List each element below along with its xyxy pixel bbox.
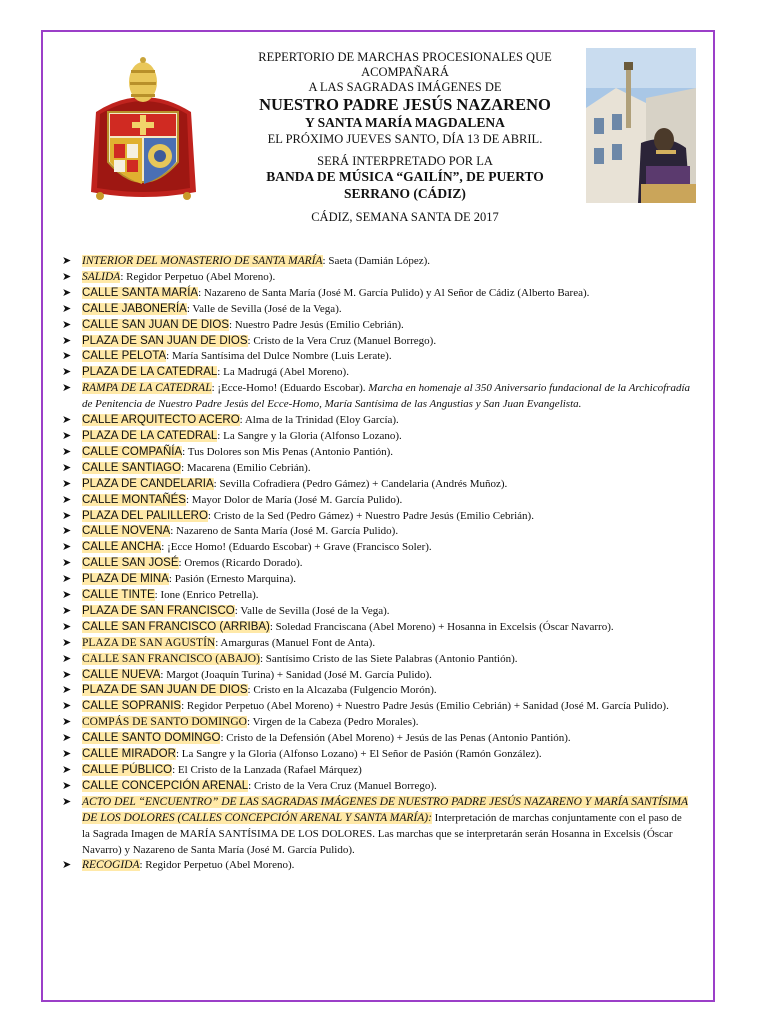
arrow-bullet-icon: ➤ bbox=[62, 795, 72, 808]
arrow-bullet-icon: ➤ bbox=[62, 286, 72, 299]
route-music: : Sevilla Cofradiera (Pedro Gámez) + Candelaria (Andrés Muñoz). bbox=[213, 477, 508, 490]
route-music: : El Cristo de la Lanzada (Rafael Márquez) bbox=[172, 764, 362, 776]
arrow-bullet-icon: ➤ bbox=[62, 334, 72, 347]
list-item bbox=[62, 445, 690, 461]
arrow-bullet-icon: ➤ bbox=[62, 636, 72, 649]
route-music: : La Sangre y la Gloria (Alfonso Lozano). bbox=[217, 429, 402, 442]
list-item bbox=[62, 588, 690, 604]
route-music: Interpretación de marchas conjuntamente con el paso de la Sagrada Imagen de MARÍA SANTÍSIMA DE LOS DOLORES. Las marchas que se interpretarán serán Hosanna in Excelsis (Óscar Navarro) y Nazareno de Santa María (José M. García Pulido). bbox=[82, 811, 682, 856]
arrow-bullet-icon: ➤ bbox=[62, 493, 72, 506]
route-music: : Cristo de la Vera Cruz (Manuel Borrego). bbox=[248, 779, 437, 792]
route-music: : Alma de la Trinidad (Eloy García). bbox=[239, 414, 399, 427]
arrow-bullet-icon: ➤ bbox=[62, 255, 72, 267]
list-item bbox=[62, 715, 690, 731]
list-item bbox=[62, 620, 690, 636]
arrow-bullet-icon: ➤ bbox=[62, 270, 72, 283]
route-place: CALLE JABONERÍA bbox=[82, 302, 187, 315]
arrow-bullet-icon: ➤ bbox=[62, 318, 72, 331]
route-place: CALLE SANTA MARÍA bbox=[82, 286, 199, 299]
list-item bbox=[62, 286, 690, 302]
arrow-bullet-icon: ➤ bbox=[62, 716, 72, 729]
page-subtitle: Y SANTA MARÍA MAGDALENA bbox=[305, 115, 505, 130]
list-item bbox=[62, 699, 690, 715]
procession-photo bbox=[586, 48, 696, 203]
arrow-bullet-icon: ➤ bbox=[62, 573, 72, 586]
route-music: : Santísimo Cristo de las Siete Palabras (Antonio Pantión). bbox=[259, 652, 518, 665]
route-place: CALLE SANTO DOMINGO bbox=[82, 732, 221, 745]
list-item bbox=[62, 318, 690, 334]
route-place: CALLE NUEVA bbox=[82, 668, 161, 681]
route-place: CALLE SAN FRANCISCO (ARRIBA) bbox=[82, 620, 270, 633]
arrow-bullet-icon: ➤ bbox=[62, 302, 72, 315]
list-item bbox=[62, 556, 690, 572]
route-place: CALLE ANCHA bbox=[82, 541, 162, 554]
arrow-bullet-icon: ➤ bbox=[62, 445, 72, 458]
list-item bbox=[62, 270, 690, 286]
route-music: : Cristo de la Defensión (Abel Moreno) + Jesús de las Penas (Antonio Pantión). bbox=[220, 732, 571, 745]
route-place: CALLE MONTAÑÉS bbox=[82, 493, 186, 506]
arrow-bullet-icon: ➤ bbox=[62, 477, 72, 490]
arrow-bullet-icon: ➤ bbox=[62, 557, 72, 570]
route-place: PLAZA DE CANDELARIA bbox=[82, 477, 214, 490]
list-item bbox=[62, 668, 690, 684]
route-place: CALLE SAN JUAN DE DIOS bbox=[82, 318, 229, 331]
arrow-bullet-icon: ➤ bbox=[62, 668, 72, 681]
route-place: INTERIOR DEL MONASTERIO DE SANTA MARÍA bbox=[82, 255, 323, 267]
route-place: PLAZA DE SAN JUAN DE DIOS bbox=[82, 684, 248, 697]
list-item bbox=[62, 747, 690, 763]
header-line-2: ACOMPAÑARÁ bbox=[361, 65, 449, 79]
route-place: CALLE ARQUITECTO ACERO bbox=[82, 414, 240, 427]
route-place: CALLE PÚBLICO bbox=[82, 764, 173, 776]
arrow-bullet-icon: ➤ bbox=[62, 700, 72, 713]
arrow-bullet-icon: ➤ bbox=[62, 366, 72, 379]
list-item bbox=[62, 858, 690, 874]
list-item bbox=[62, 604, 690, 620]
arrow-bullet-icon: ➤ bbox=[62, 764, 72, 776]
route-music: : Virgen de la Cabeza (Pedro Morales). bbox=[246, 716, 419, 729]
route-place: PLAZA DE LA CATEDRAL bbox=[82, 429, 218, 442]
route-place: PLAZA DE MINA bbox=[82, 573, 169, 586]
route-place: COMPÁS DE SANTO DOMINGO bbox=[82, 716, 247, 729]
route-place: CALLE TINTE bbox=[82, 589, 155, 602]
route-music: : Nazareno de Santa María (José M. García Pulido). bbox=[170, 525, 399, 538]
performer-intro: SERÁ INTERPRETADO POR LA bbox=[317, 154, 493, 168]
arrow-bullet-icon: ➤ bbox=[62, 461, 72, 474]
list-item bbox=[62, 572, 690, 588]
route-place: CALLE PELOTA bbox=[82, 350, 167, 363]
route-place: PLAZA DE LA CATEDRAL bbox=[82, 366, 218, 379]
date-line: EL PRÓXIMO JUEVES SANTO, DÍA 13 DE ABRIL. bbox=[267, 132, 543, 146]
coat-of-arms-icon bbox=[86, 52, 201, 204]
list-item bbox=[62, 349, 690, 365]
route-music: : Ione (Enrico Petrella). bbox=[154, 589, 259, 602]
list-item bbox=[62, 254, 690, 270]
route-music: : María Santísima del Dulce Nombre (Luis Lerate). bbox=[166, 350, 392, 363]
route-place: CALLE SAN JOSÉ bbox=[82, 557, 179, 570]
route-place: CALLE COMPAÑÍA bbox=[82, 445, 183, 458]
route-music: : ¡Ecce Homo! (Eduardo Escobar) + Grave (Francisco Soler). bbox=[161, 541, 432, 554]
arrow-bullet-icon: ➤ bbox=[62, 589, 72, 602]
route-music: : Cristo en la Alcazaba (Fulgencio Morón). bbox=[247, 684, 437, 697]
list-item bbox=[62, 763, 690, 779]
list-item bbox=[62, 413, 690, 429]
list-item bbox=[62, 779, 690, 795]
route-place: ACTO DEL “ENCUENTRO” DE LAS SAGRADAS IMÁGENES DE NUESTRO PADRE JESÚS NAZARENO Y MARÍA SANTÍSIMA DE LOS DOLORES (CALLES CONCEPCIÓN ARENAL Y SANTA MARÍA): bbox=[82, 795, 689, 824]
route-music: : Tus Dolores son Mis Penas (Antonio Pantión). bbox=[182, 445, 393, 458]
route-music: : Mayor Dolor de María (José M. García Pulido). bbox=[185, 493, 403, 506]
list-item bbox=[62, 365, 690, 381]
route-place: RAMPA DE LA CATEDRAL bbox=[82, 382, 212, 395]
arrow-bullet-icon: ➤ bbox=[62, 684, 72, 697]
arrow-bullet-icon: ➤ bbox=[62, 429, 72, 442]
arrow-bullet-icon: ➤ bbox=[62, 525, 72, 538]
list-item bbox=[62, 795, 690, 859]
route-music: : Cristo de la Vera Cruz (Manuel Borrego). bbox=[247, 334, 437, 347]
route-place: CALLE SANTIAGO bbox=[82, 461, 182, 474]
route-place: CALLE MIRADOR bbox=[82, 748, 176, 761]
arrow-bullet-icon: ➤ bbox=[62, 779, 72, 792]
route-place: PLAZA DE SAN FRANCISCO bbox=[82, 604, 235, 617]
list-item bbox=[62, 731, 690, 747]
route-place: CALLE SOPRANIS bbox=[82, 700, 182, 713]
route-music: : Macarena (Emilio Cebrián). bbox=[181, 461, 311, 474]
arrow-bullet-icon: ➤ bbox=[62, 382, 72, 395]
list-item bbox=[62, 461, 690, 477]
header-line-1: REPERTORIO DE MARCHAS PROCESIONALES QUE bbox=[258, 50, 552, 64]
route-music: : Valle de Sevilla (José de la Vega). bbox=[234, 604, 390, 617]
list-item bbox=[62, 334, 690, 350]
arrow-bullet-icon: ➤ bbox=[62, 604, 72, 617]
route-music: : Soledad Franciscana (Abel Moreno) + Hosanna in Excelsis (Óscar Navarro). bbox=[269, 620, 614, 633]
list-item bbox=[62, 524, 690, 540]
header-line-3: A LAS SAGRADAS IMÁGENES DE bbox=[308, 80, 502, 94]
route-music: : Pasión (Ernesto Marquina). bbox=[168, 573, 297, 586]
route-place: PLAZA DE SAN JUAN DE DIOS bbox=[82, 334, 248, 347]
list-item bbox=[62, 381, 690, 413]
route-music: : Margot (Joaquín Turina) + Sanidad (José M. García Pulido). bbox=[160, 668, 432, 681]
arrow-bullet-icon: ➤ bbox=[62, 541, 72, 554]
route-music: : Cristo de la Sed (Pedro Gámez) + Nuestro Padre Jesús (Emilio Cebrián). bbox=[207, 509, 534, 522]
route-place: CALLE NOVENA bbox=[82, 525, 171, 538]
route-music: : Oremos (Ricardo Dorado). bbox=[178, 557, 303, 570]
city-year: CÁDIZ, SEMANA SANTA DE 2017 bbox=[311, 210, 499, 224]
route-music: : Nuestro Padre Jesús (Emilio Cebrián). bbox=[228, 318, 404, 331]
list-item bbox=[62, 477, 690, 493]
route-list bbox=[62, 254, 690, 874]
route-place: PLAZA DEL PALILLERO bbox=[82, 509, 208, 522]
route-place: RECOGIDA bbox=[82, 859, 140, 872]
arrow-bullet-icon: ➤ bbox=[62, 509, 72, 522]
band-line-2: SERRANO (CÁDIZ) bbox=[344, 186, 466, 201]
list-item bbox=[62, 540, 690, 556]
arrow-bullet-icon: ➤ bbox=[62, 350, 72, 363]
route-music: : Amarguras (Manuel Font de Anta). bbox=[215, 636, 376, 649]
arrow-bullet-icon: ➤ bbox=[62, 748, 72, 761]
route-music: : La Sangre y la Gloria (Alfonso Lozano) + El Señor de Pasión (Ramón González). bbox=[175, 748, 542, 761]
route-place: SALIDA bbox=[82, 270, 121, 283]
route-music: : La Madrugá (Abel Moreno). bbox=[217, 366, 349, 379]
route-place: PLAZA DE SAN AGUSTÍN bbox=[82, 636, 216, 649]
arrow-bullet-icon: ➤ bbox=[62, 732, 72, 745]
route-music: : ¡Ecce-Homo! (Eduardo Escobar). bbox=[211, 382, 369, 395]
route-music: : Regidor Perpetuo (Abel Moreno). bbox=[120, 270, 276, 283]
arrow-bullet-icon: ➤ bbox=[62, 652, 72, 665]
route-note: Marcha en homenaje al 350 Aniversario fundacional de la Archicofradía de Penitencia de Nuestro Padre Jesús del Ecce-Homo, María Santísima de las Angustias y San Juan Evangelista. bbox=[82, 382, 691, 411]
page-title: NUESTRO PADRE JESÚS NAZARENO bbox=[259, 95, 551, 114]
route-music: : Saeta (Damián López). bbox=[322, 255, 431, 267]
route-place: CALLE SAN FRANCISCO (ABAJO) bbox=[82, 652, 260, 665]
arrow-bullet-icon: ➤ bbox=[62, 414, 72, 427]
route-music: : Nazareno de Santa María (José M. García Pulido) y Al Señor de Cádiz (Alberto Barea). bbox=[198, 286, 590, 299]
list-item bbox=[62, 302, 690, 318]
list-item bbox=[62, 652, 690, 668]
arrow-bullet-icon: ➤ bbox=[62, 620, 72, 633]
band-line-1: BANDA DE MÚSICA “GAILÍN”, DE PUERTO bbox=[266, 169, 544, 184]
arrow-bullet-icon: ➤ bbox=[62, 859, 72, 872]
route-music: : Regidor Perpetuo (Abel Moreno) + Nuestro Padre Jesús (Emilio Cebrián) + Sanidad (José M. García Pulido). bbox=[181, 700, 669, 713]
route-place: CALLE CONCEPCIÓN ARENAL bbox=[82, 779, 249, 792]
route-music: : Regidor Perpetuo (Abel Moreno). bbox=[139, 859, 295, 872]
list-item bbox=[62, 636, 690, 652]
list-item bbox=[62, 429, 690, 445]
route-music: : Valle de Sevilla (José de la Vega). bbox=[186, 302, 342, 315]
list-item bbox=[62, 493, 690, 509]
list-item bbox=[62, 683, 690, 699]
list-item bbox=[62, 509, 690, 525]
